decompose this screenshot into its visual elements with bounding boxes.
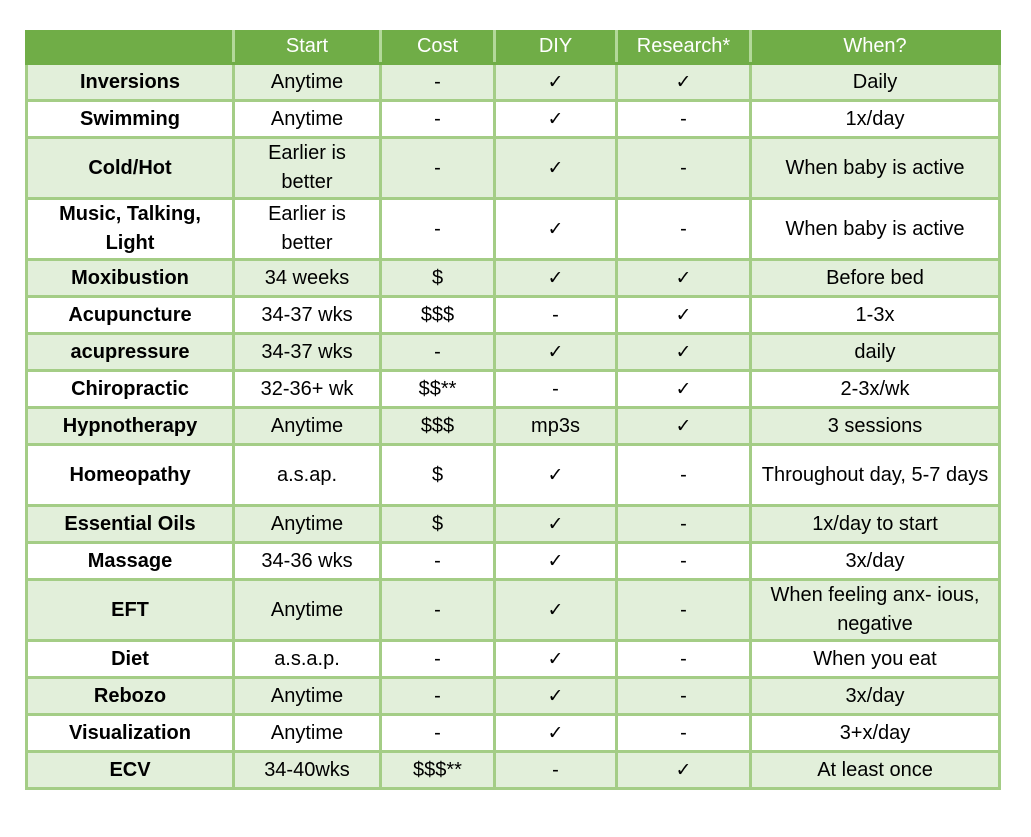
row-label: Swimming [27, 101, 234, 138]
start-cell: Anytime [234, 715, 381, 752]
row-label: Visualization [27, 715, 234, 752]
cost-cell: - [381, 199, 495, 260]
comparison-table-container [25, 30, 998, 790]
when-cell: Throughout day, 5-7 days [751, 445, 1000, 506]
row-label: Rebozo [27, 678, 234, 715]
comparison-table [25, 30, 1001, 790]
cost-cell: $ [381, 260, 495, 297]
table-row [27, 678, 1000, 715]
checkmark-icon: ✓ [495, 678, 617, 715]
when-cell: At least once [751, 752, 1000, 789]
row-label: Cold/Hot [27, 138, 234, 199]
diy-cell: - [495, 371, 617, 408]
cost-cell: - [381, 543, 495, 580]
start-cell: 34-37 wks [234, 297, 381, 334]
table-row [27, 199, 1000, 260]
checkmark-icon: ✓ [495, 64, 617, 101]
cost-cell: $$$ [381, 408, 495, 445]
row-label: ECV [27, 752, 234, 789]
when-cell: When baby is active [751, 199, 1000, 260]
checkmark-icon: ✓ [495, 445, 617, 506]
header-blank [27, 30, 234, 64]
start-cell: a.s.a.p. [234, 641, 381, 678]
cost-cell: - [381, 64, 495, 101]
checkmark-icon: ✓ [617, 297, 751, 334]
checkmark-icon: ✓ [617, 752, 751, 789]
when-cell: 3 sessions [751, 408, 1000, 445]
checkmark-icon: ✓ [617, 334, 751, 371]
start-cell: Anytime [234, 678, 381, 715]
checkmark-icon: ✓ [617, 260, 751, 297]
row-label: acupressure [27, 334, 234, 371]
research-cell: - [617, 678, 751, 715]
start-cell: Anytime [234, 101, 381, 138]
header-cost: Cost [381, 30, 495, 64]
row-label: Diet [27, 641, 234, 678]
cost-cell: - [381, 138, 495, 199]
when-cell: 1x/day to start [751, 506, 1000, 543]
when-cell: When baby is active [751, 138, 1000, 199]
table-row [27, 506, 1000, 543]
table-row [27, 371, 1000, 408]
table-row [27, 64, 1000, 101]
when-cell: 3x/day [751, 543, 1000, 580]
table-row [27, 101, 1000, 138]
when-cell: Daily [751, 64, 1000, 101]
table-row [27, 297, 1000, 334]
research-cell: - [617, 199, 751, 260]
start-cell: Anytime [234, 408, 381, 445]
table-row [27, 260, 1000, 297]
cost-cell: $$** [381, 371, 495, 408]
start-cell: Earlier is better [234, 199, 381, 260]
research-cell: - [617, 715, 751, 752]
start-cell: a.s.ap. [234, 445, 381, 506]
row-label: Homeopathy [27, 445, 234, 506]
checkmark-icon: ✓ [495, 543, 617, 580]
row-label: Inversions [27, 64, 234, 101]
checkmark-icon: ✓ [495, 715, 617, 752]
checkmark-icon: ✓ [617, 64, 751, 101]
header-diy: DIY [495, 30, 617, 64]
checkmark-icon: ✓ [617, 371, 751, 408]
research-cell: - [617, 445, 751, 506]
research-cell: - [617, 101, 751, 138]
checkmark-icon: ✓ [495, 199, 617, 260]
research-cell: - [617, 641, 751, 678]
start-cell: 34 weeks [234, 260, 381, 297]
when-cell: 1x/day [751, 101, 1000, 138]
when-cell: Before bed [751, 260, 1000, 297]
row-label: EFT [27, 580, 234, 641]
start-cell: Earlier is better [234, 138, 381, 199]
row-label: Essential Oils [27, 506, 234, 543]
cost-cell: - [381, 678, 495, 715]
row-label: Music, Talking, Light [27, 199, 234, 260]
when-cell: 3x/day [751, 678, 1000, 715]
cost-cell: $$$ [381, 297, 495, 334]
cost-cell: - [381, 641, 495, 678]
table-header-row [27, 30, 1000, 64]
table-row [27, 445, 1000, 506]
table-row [27, 334, 1000, 371]
research-cell: - [617, 580, 751, 641]
research-cell: - [617, 138, 751, 199]
cost-cell: $ [381, 506, 495, 543]
row-label: Moxibustion [27, 260, 234, 297]
checkmark-icon: ✓ [495, 334, 617, 371]
cost-cell: $$$** [381, 752, 495, 789]
table-row [27, 543, 1000, 580]
table-row [27, 641, 1000, 678]
header-research: Research* [617, 30, 751, 64]
start-cell: 34-40wks [234, 752, 381, 789]
diy-cell: - [495, 297, 617, 334]
cost-cell: - [381, 101, 495, 138]
table-row [27, 138, 1000, 199]
table-row [27, 715, 1000, 752]
when-cell: 3+x/day [751, 715, 1000, 752]
start-cell: 34-37 wks [234, 334, 381, 371]
table-body [27, 64, 1000, 789]
row-label: Hypnotherapy [27, 408, 234, 445]
row-label: Acupuncture [27, 297, 234, 334]
cost-cell: - [381, 334, 495, 371]
checkmark-icon: ✓ [495, 138, 617, 199]
diy-cell: mp3s [495, 408, 617, 445]
checkmark-icon: ✓ [495, 641, 617, 678]
table-row [27, 580, 1000, 641]
when-cell: 1-3x [751, 297, 1000, 334]
checkmark-icon: ✓ [495, 260, 617, 297]
header-start: Start [234, 30, 381, 64]
checkmark-icon: ✓ [495, 580, 617, 641]
checkmark-icon: ✓ [495, 506, 617, 543]
cost-cell: - [381, 580, 495, 641]
row-label: Massage [27, 543, 234, 580]
start-cell: 34-36 wks [234, 543, 381, 580]
table-row [27, 408, 1000, 445]
start-cell: Anytime [234, 506, 381, 543]
cost-cell: $ [381, 445, 495, 506]
checkmark-icon: ✓ [495, 101, 617, 138]
when-cell: When feeling anx- ious, negative [751, 580, 1000, 641]
table-row [27, 752, 1000, 789]
research-cell: - [617, 506, 751, 543]
when-cell: 2-3x/wk [751, 371, 1000, 408]
start-cell: 32-36+ wk [234, 371, 381, 408]
header-when: When? [751, 30, 1000, 64]
cost-cell: - [381, 715, 495, 752]
when-cell: When you eat [751, 641, 1000, 678]
start-cell: Anytime [234, 64, 381, 101]
checkmark-icon: ✓ [617, 408, 751, 445]
start-cell: Anytime [234, 580, 381, 641]
row-label: Chiropractic [27, 371, 234, 408]
diy-cell: - [495, 752, 617, 789]
when-cell: daily [751, 334, 1000, 371]
research-cell: - [617, 543, 751, 580]
